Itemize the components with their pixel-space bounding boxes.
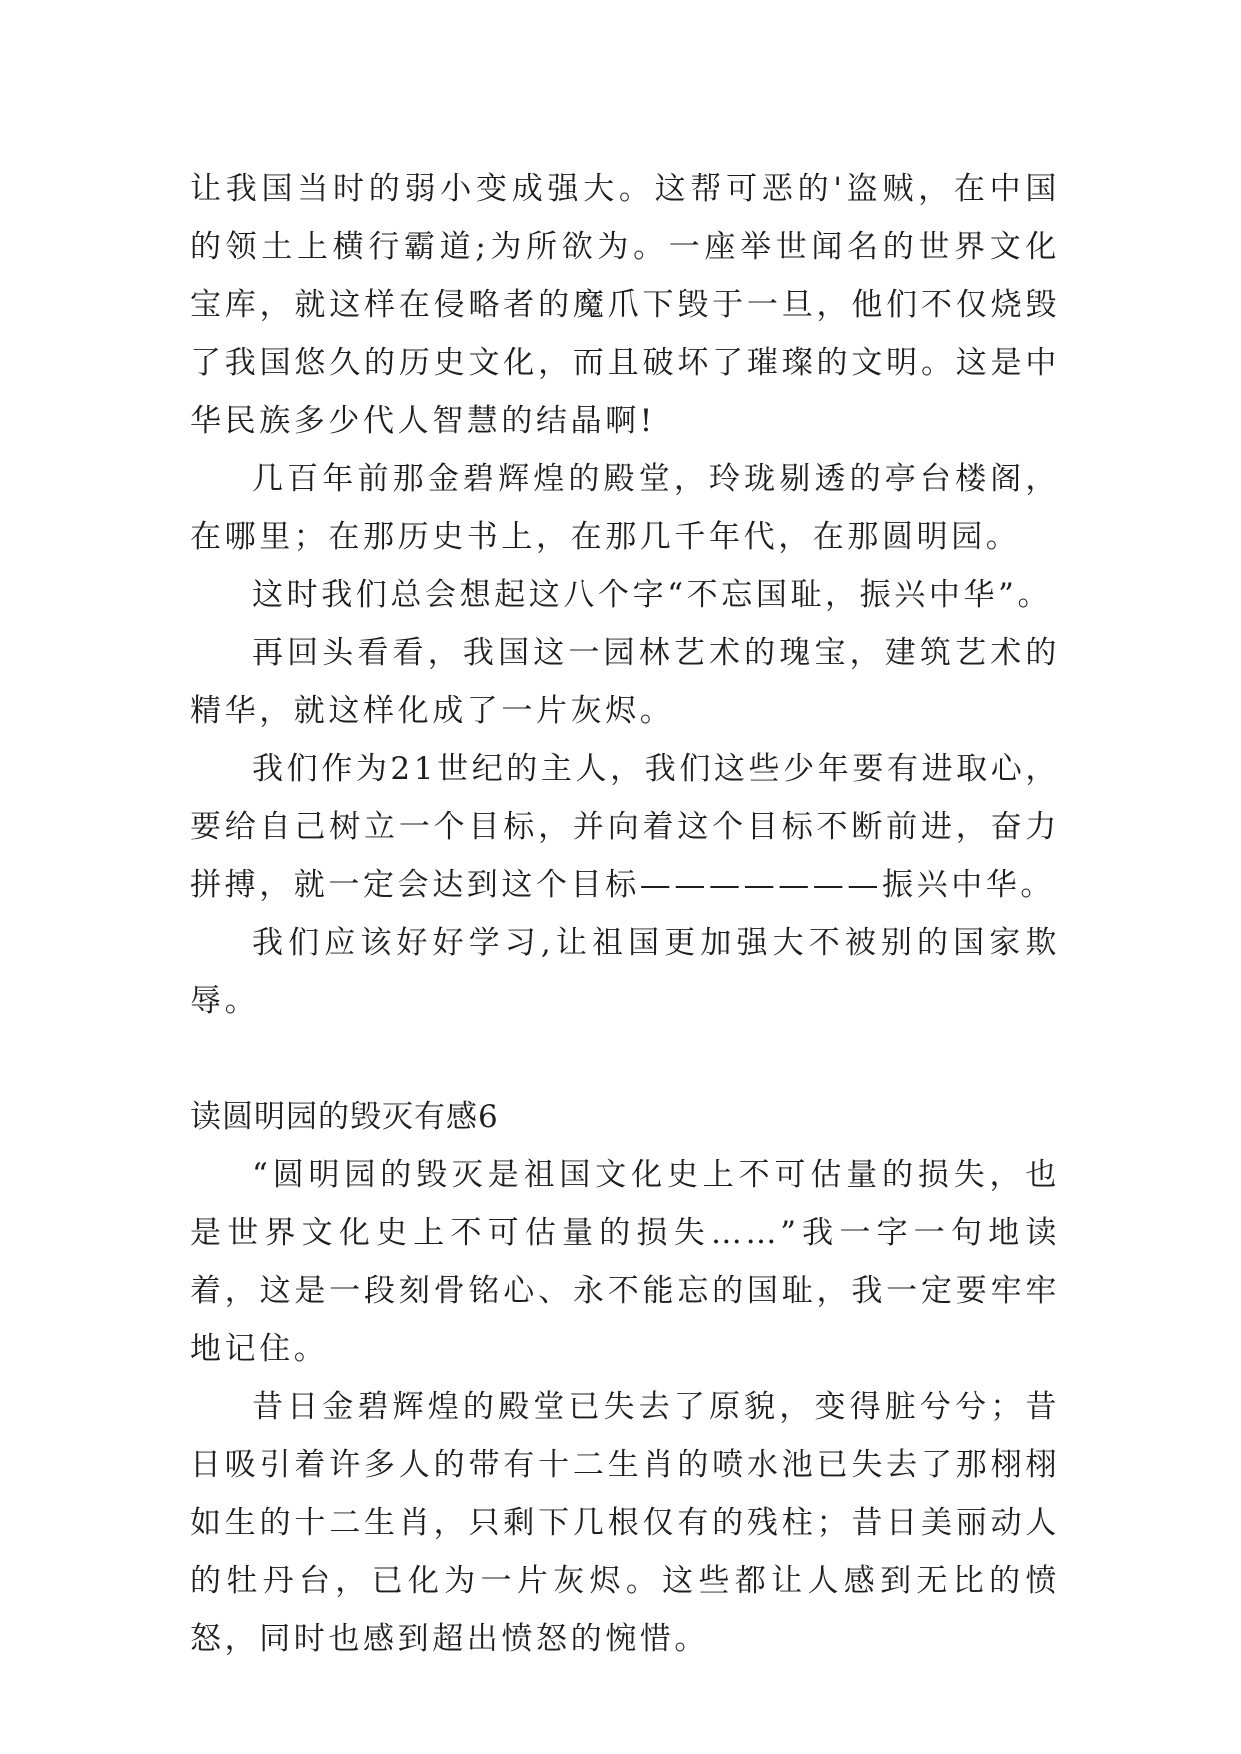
paragraph: 我们应该好好学习,让祖国更加强大不被别的国家欺辱。 [190, 925, 1060, 1019]
paragraph: 昔日金碧辉煌的殿堂已失去了原貌，变得脏兮兮；昔日吸引着许多人的带有十二生肖的喷水池已失去了那栩栩如生的十二生肖，只剩下几根仅有的残柱；昔日美丽动人的牡丹台，已化为一片灰烬。这些都让人感到无比的愤怒，同时也感到超出愤怒的惋惜。 [190, 1389, 1060, 1657]
paragraph: 再回头看看，我国这一园林艺术的瑰宝，建筑艺术的精华，就这样化成了一片灰烬。 [190, 635, 1060, 729]
paragraph: “圆明园的毁灭是祖国文化史上不可估量的损失，也是世界文化史上不可估量的损失……”我一字一句地读着，这是一段刻骨铭心、永不能忘的国耻，我一定要牢牢地记住。 [190, 1157, 1060, 1367]
section-title: 读圆明园的毁灭有感6 [190, 1099, 499, 1135]
paragraph: 几百年前那金碧辉煌的殿堂，玲珑剔透的亭台楼阁，在哪里；在那历史书上，在那几千年代，在那圆明园。 [190, 461, 1060, 555]
document-body [190, 160, 1060, 1668]
paragraph: 我们作为21世纪的主人，我们这些少年要有进取心，要给自己树立一个目标，并向着这个目标不断前进，奋力拼搏，就一定会达到这个目标———————振兴中华。 [190, 751, 1060, 903]
paragraph-continued: 让我国当时的弱小变成强大。这帮可恶的'盗贼，在中国的领土上横行霸道;为所欲为。一座举世闻名的世界文化宝库，就这样在侵略者的魔爪下毁于一旦，他们不仅烧毁了我国悠久的历史文化，而且破坏了璀璨的文明。这是中华民族多少代人智慧的结晶啊! [190, 171, 1060, 439]
paragraph: 这时我们总会想起这八个字“不忘国耻，振兴中华”。 [252, 577, 1053, 613]
